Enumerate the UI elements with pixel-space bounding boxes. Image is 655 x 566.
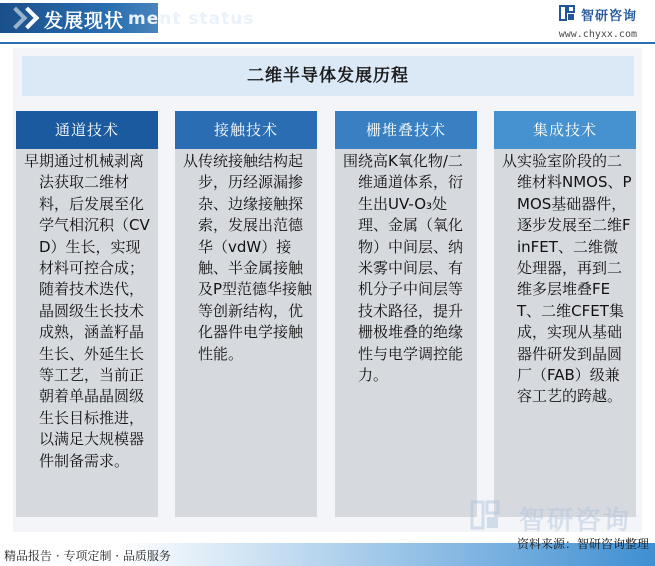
brand-name: 智研咨询 xyxy=(580,9,637,24)
column-body: 早期通过机械剥离法获取二维材料，后发展至化学气相沉积（CVD）生长，实现材料可控合成；随着技术迭代，晶圆级生长技术成熟，涵盖籽晶生长、外延生长等工艺，当前正朝着单晶晶圆级生长目标推进，以满足大规模器件制备需求。 xyxy=(16,149,158,517)
page-title: 发展现状 xyxy=(44,10,125,32)
column-header: 集成技术 xyxy=(494,111,636,149)
brand-url: www.chyxx.com xyxy=(558,29,637,40)
column-header: 通道技术 xyxy=(16,111,158,149)
brand-logo-icon xyxy=(559,5,575,21)
section-title: 二维半导体发展历程 xyxy=(22,56,634,96)
header-divider xyxy=(0,42,655,44)
column-body: 从实验室阶段的二维材料NMOS、PMOS基础器件，逐步发展至二维FinFET、二维微处理器，再到二维多层堆叠FET、二维CFET集成，实现从基础器件研发到晶圆厂（FAB）级兼容工艺的跨越。 xyxy=(494,149,636,517)
column-gate-stack-tech xyxy=(335,111,477,517)
watermark-logo-icon xyxy=(470,500,500,530)
watermark: 智研咨询 xyxy=(518,506,631,536)
brand xyxy=(581,5,637,23)
title-ghost-text: ment status xyxy=(128,9,255,29)
column-header: 栅堆叠技术 xyxy=(335,111,477,149)
column-integration-tech xyxy=(494,111,636,517)
column-body: 围绕高Κ氧化物/二维通道体系，衍生出UV-O₃处理、金属（氧化物）中间层、纳米雾中间层、有机分子中间层等技术路径，提升栅极堆叠的绝缘性与电学调控能力。 xyxy=(335,149,477,517)
source-note: 资料来源：智研咨询整理 xyxy=(516,537,649,551)
column-header: 接触技术 xyxy=(175,111,317,149)
column-contact-tech xyxy=(175,111,317,517)
column-body: 从传统接触结构起步，历经源漏掺杂、边缘接触探索，发展出范德华（vdW）接触、半金属接触及P型范德华接触等创新结构，优化器件电学接触性能。 xyxy=(175,149,317,517)
footer-tagline: 精品报告 · 专项定制 · 品质服务 xyxy=(4,549,171,563)
page-header xyxy=(0,0,655,44)
column-channel-tech xyxy=(16,111,158,517)
